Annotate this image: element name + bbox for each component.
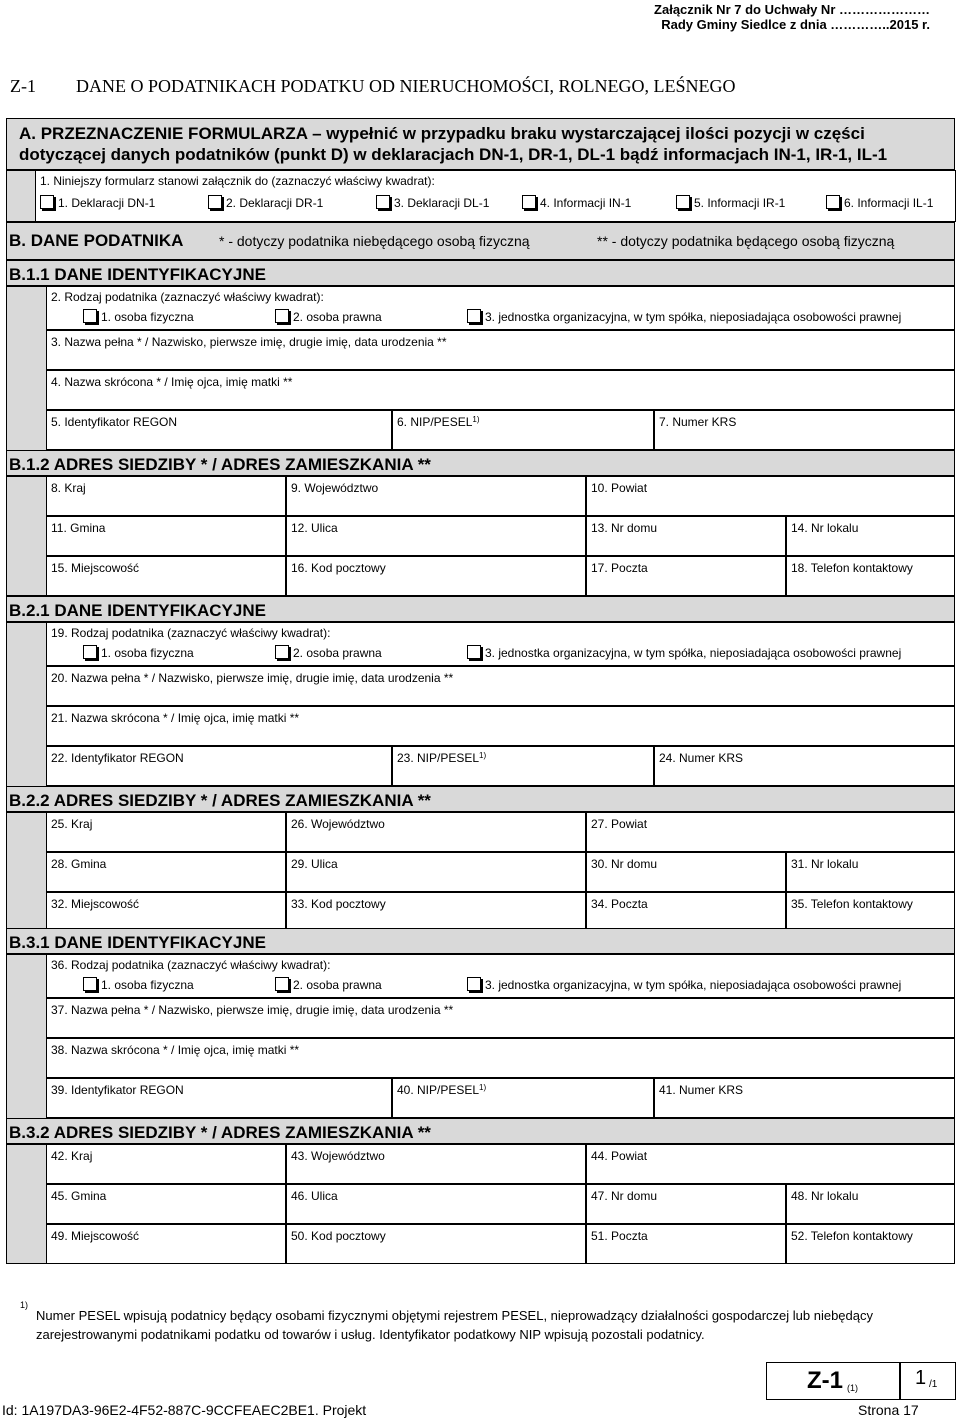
nip-pesel-field[interactable] <box>392 1078 654 1118</box>
checkbox-icon[interactable] <box>522 195 536 209</box>
address-field[interactable]: 12. Ulica <box>286 516 586 556</box>
address-field[interactable]: 27. Powiat <box>586 812 955 852</box>
option-label: 2. osoba prawna <box>293 646 382 660</box>
address-field[interactable]: 34. Poczta <box>586 892 786 932</box>
regon-field[interactable] <box>46 1078 392 1118</box>
header-line2: Rady Gminy Siedlce z dnia …………..2015 r. <box>661 17 930 32</box>
address-section-heading: B.2.2 ADRES SIEDZIBY * / ADRES ZAMIESZKANIA ** <box>9 791 431 810</box>
taxpayer-option-1[interactable] <box>83 977 194 992</box>
taxpayer-option-2[interactable] <box>275 309 382 324</box>
krs-field-label: 41. Numer KRS <box>659 1083 744 1097</box>
checkbox-icon[interactable] <box>376 195 390 209</box>
address-section-header <box>6 786 955 812</box>
address-field[interactable]: 13. Nr domu <box>586 516 786 556</box>
taxpayer-option-3[interactable] <box>467 977 901 992</box>
address-field[interactable]: 28. Gmina <box>46 852 286 892</box>
address-section-heading: B.1.2 ADRES SIEDZIBY * / ADRES ZAMIESZKANIA ** <box>9 455 431 474</box>
option-label: 1. osoba fizyczna <box>101 978 194 992</box>
title-text: DANE O PODATNIKACH PODATKU OD NIERUCHOMOŚCI, ROLNEGO, LEŚNEGO <box>76 76 736 96</box>
checkbox-icon[interactable] <box>40 195 54 209</box>
nip-pesel-field[interactable] <box>392 746 654 786</box>
footer-page: Strona 17 <box>858 1402 919 1418</box>
taxpayer-option-2[interactable] <box>275 645 382 660</box>
section-a-header <box>6 118 955 170</box>
taxpayer-option-3[interactable] <box>467 645 901 660</box>
checkbox-icon[interactable] <box>467 977 481 991</box>
section-a-label: 1. Niniejszy formularz stanowi załącznik do (zaznaczyć właściwy kwadrat): <box>40 174 435 188</box>
full-name-field[interactable]: 37. Nazwa pełna * / Nazwisko, pierwsze imię, drugie imię, data urodzenia ** <box>46 998 955 1038</box>
address-field[interactable]: 51. Poczta <box>586 1224 786 1264</box>
address-field[interactable]: 9. Województwo <box>286 476 586 516</box>
taxpayer-option-2[interactable] <box>275 977 382 992</box>
id-section-header <box>6 260 955 286</box>
section-b-note1: * - dotyczy podatnika niebędącego osobą fizyczną <box>219 233 530 249</box>
address-field[interactable]: 11. Gmina <box>46 516 286 556</box>
footnote-ref: 1) <box>472 415 480 424</box>
option-il1[interactable]: 6. Informacji IL-1 <box>826 195 933 210</box>
address-field[interactable]: 14. Nr lokalu <box>786 516 955 556</box>
address-field[interactable]: 50. Kod pocztowy <box>286 1224 586 1264</box>
krs-field[interactable] <box>654 410 955 450</box>
taxpayer-kind-field <box>46 286 955 330</box>
taxpayer-kind-label: 2. Rodzaj podatnika (zaznaczyć właściwy kwadrat): <box>51 290 324 304</box>
footnote-ref: 1) <box>479 751 487 760</box>
page-box <box>900 1362 956 1400</box>
address-field[interactable]: 30. Nr domu <box>586 852 786 892</box>
page-total: /1 <box>929 1379 938 1390</box>
form-code-box <box>766 1362 900 1400</box>
option-dr1[interactable]: 2. Deklaracji DR-1 <box>208 195 323 210</box>
taxpayer-kind-field <box>46 954 955 998</box>
krs-field-label: 24. Numer KRS <box>659 751 744 765</box>
short-name-field[interactable]: 38. Nazwa skrócona * / Imię ojca, imię matki ** <box>46 1038 955 1078</box>
option-ir1[interactable]: 5. Informacji IR-1 <box>676 195 785 210</box>
address-field[interactable]: 32. Miejscowość <box>46 892 286 932</box>
address-field[interactable]: 25. Kraj <box>46 812 286 852</box>
short-name-field[interactable]: 21. Nazwa skrócona * / Imię ojca, imię matki ** <box>46 706 955 746</box>
id-section-heading: B.2.1 DANE IDENTYFIKACYJNE <box>9 601 266 620</box>
id-section-heading: B.1.1 DANE IDENTYFIKACYJNE <box>9 265 266 284</box>
checkbox-icon[interactable] <box>826 195 840 209</box>
section-a-field <box>35 170 956 222</box>
address-field[interactable]: 44. Powiat <box>586 1144 955 1184</box>
address-field[interactable]: 31. Nr lokalu <box>786 852 955 892</box>
title-code: Z-1 <box>10 76 36 96</box>
footnote-ref: 1) <box>479 1083 487 1092</box>
checkbox-icon[interactable] <box>467 645 481 659</box>
full-name-field[interactable]: 20. Nazwa pełna * / Nazwisko, pierwsze imię, drugie imię, data urodzenia ** <box>46 666 955 706</box>
id-section-header <box>6 596 955 622</box>
section-a-body <box>6 170 955 222</box>
address-field[interactable]: 33. Kod pocztowy <box>286 892 586 932</box>
checkbox-icon[interactable] <box>275 977 289 991</box>
header-line1: Załącznik Nr 7 do Uchwały Nr ………………… <box>654 2 930 17</box>
regon-field[interactable] <box>46 746 392 786</box>
section-b-header <box>6 222 955 260</box>
krs-field-label: 7. Numer KRS <box>659 415 737 429</box>
option-label: 3. jednostka organizacyjna, w tym spółka, nieposiadająca osobowości prawnej <box>485 646 902 660</box>
krs-field[interactable] <box>654 1078 955 1118</box>
checkbox-icon[interactable] <box>467 309 481 323</box>
address-field[interactable]: 42. Kraj <box>46 1144 286 1184</box>
footer-id: Id: 1A197DA3-96E2-4F52-887C-9CCFEAEC2BE1. Projekt <box>2 1402 367 1418</box>
taxpayer-kind-field <box>46 622 955 666</box>
id-section-header <box>6 928 955 954</box>
option-dl1[interactable]: 3. Deklaracji DL-1 <box>376 195 489 210</box>
address-field[interactable]: 18. Telefon kontaktowy <box>786 556 955 596</box>
address-field[interactable]: 29. Ulica <box>286 852 586 892</box>
nip-pesel-field-label: 23. NIP/PESEL <box>397 751 480 765</box>
address-field[interactable]: 16. Kod pocztowy <box>286 556 586 596</box>
form-code: Z-1 <box>807 1367 843 1394</box>
checkbox-icon[interactable] <box>83 977 97 991</box>
id-section-heading: B.3.1 DANE IDENTYFIKACYJNE <box>9 933 266 952</box>
regon-field-label: 5. Identyfikator REGON <box>51 415 178 429</box>
taxpayer-kind-label: 19. Rodzaj podatnika (zaznaczyć właściwy kwadrat): <box>51 626 331 640</box>
option-label: 2. osoba prawna <box>293 310 382 324</box>
footnote-marker: 1) <box>20 1300 29 1310</box>
taxpayer-option-1[interactable] <box>83 309 194 324</box>
address-field[interactable]: 46. Ulica <box>286 1184 586 1224</box>
section-b-heading: B. DANE PODATNIKA <box>9 231 184 250</box>
address-field[interactable]: 26. Województwo <box>286 812 586 852</box>
regon-field-label: 22. Identyfikator REGON <box>51 751 184 765</box>
checkbox-icon[interactable] <box>275 309 289 323</box>
checkbox-icon[interactable] <box>275 645 289 659</box>
address-field[interactable]: 48. Nr lokalu <box>786 1184 955 1224</box>
checkbox-icon[interactable] <box>208 195 222 209</box>
option-label: 1. osoba fizyczna <box>101 646 194 660</box>
nip-pesel-field-label: 40. NIP/PESEL <box>397 1083 480 1097</box>
taxpayer-option-3[interactable] <box>467 309 901 324</box>
taxpayer-option-1[interactable] <box>83 645 194 660</box>
address-field[interactable]: 8. Kraj <box>46 476 286 516</box>
address-field[interactable]: 47. Nr domu <box>586 1184 786 1224</box>
address-field[interactable]: 35. Telefon kontaktowy <box>786 892 955 932</box>
address-field[interactable]: 15. Miejscowość <box>46 556 286 596</box>
checkbox-icon[interactable] <box>83 645 97 659</box>
nip-pesel-field-label: 6. NIP/PESEL <box>397 415 473 429</box>
address-field[interactable]: 17. Poczta <box>586 556 786 596</box>
address-field[interactable]: 52. Telefon kontaktowy <box>786 1224 955 1264</box>
checkbox-icon[interactable] <box>676 195 690 209</box>
checkbox-icon[interactable] <box>83 309 97 323</box>
footnote-text: Numer PESEL wpisują podatnicy będący osobami fizycznymi objętymi rejestrem PESEL, nieprowadzący działalności gospodarczej lub niebędący zarejestrowanymi podatnikami podatku od towarów i usług. Identyfikator podatkowy NIP wpisują pozostali podatnicy. <box>36 1308 873 1342</box>
form-code-sub: (1) <box>847 1383 858 1393</box>
option-label: 2. osoba prawna <box>293 978 382 992</box>
taxpayer-kind-label: 36. Rodzaj podatnika (zaznaczyć właściwy kwadrat): <box>51 958 331 972</box>
regon-field-label: 39. Identyfikator REGON <box>51 1083 184 1097</box>
option-label: 3. jednostka organizacyjna, w tym spółka, nieposiadająca osobowości prawnej <box>485 310 902 324</box>
address-field[interactable]: 43. Województwo <box>286 1144 586 1184</box>
option-label: 3. jednostka organizacyjna, w tym spółka, nieposiadająca osobowości prawnej <box>485 978 902 992</box>
section-a-heading: A. PRZEZNACZENIE FORMULARZA – wypełnić w przypadku braku wystarczającej ilości pozycji w części dotyczącej danych podatników (punkt D) w deklaracjach DN-1, DR-1, DL-1 bądź informacjach IN-1, IR-1, IL-1 <box>19 124 888 164</box>
address-section-header <box>6 450 955 476</box>
address-field[interactable]: 49. Miejscowość <box>46 1224 286 1264</box>
address-section-heading: B.3.2 ADRES SIEDZIBY * / ADRES ZAMIESZKANIA ** <box>9 1123 431 1142</box>
address-section-header <box>6 1118 955 1144</box>
page-num: 1 <box>915 1367 927 1389</box>
short-name-field[interactable]: 4. Nazwa skrócona * / Imię ojca, imię matki ** <box>46 370 955 410</box>
krs-field[interactable] <box>654 746 955 786</box>
full-name-field[interactable]: 3. Nazwa pełna * / Nazwisko, pierwsze imię, drugie imię, data urodzenia ** <box>46 330 955 370</box>
regon-field[interactable] <box>46 410 392 450</box>
section-b-note2: ** - dotyczy podatnika będącego osobą fizyczną <box>597 233 895 249</box>
option-label: 1. osoba fizyczna <box>101 310 194 324</box>
option-in1[interactable]: 4. Informacji IN-1 <box>522 195 631 210</box>
form-title <box>10 76 736 97</box>
address-field[interactable]: 45. Gmina <box>46 1184 286 1224</box>
nip-pesel-field[interactable] <box>392 410 654 450</box>
address-field[interactable]: 10. Powiat <box>586 476 955 516</box>
option-dn1[interactable]: 1. Deklaracji DN-1 <box>40 195 155 210</box>
